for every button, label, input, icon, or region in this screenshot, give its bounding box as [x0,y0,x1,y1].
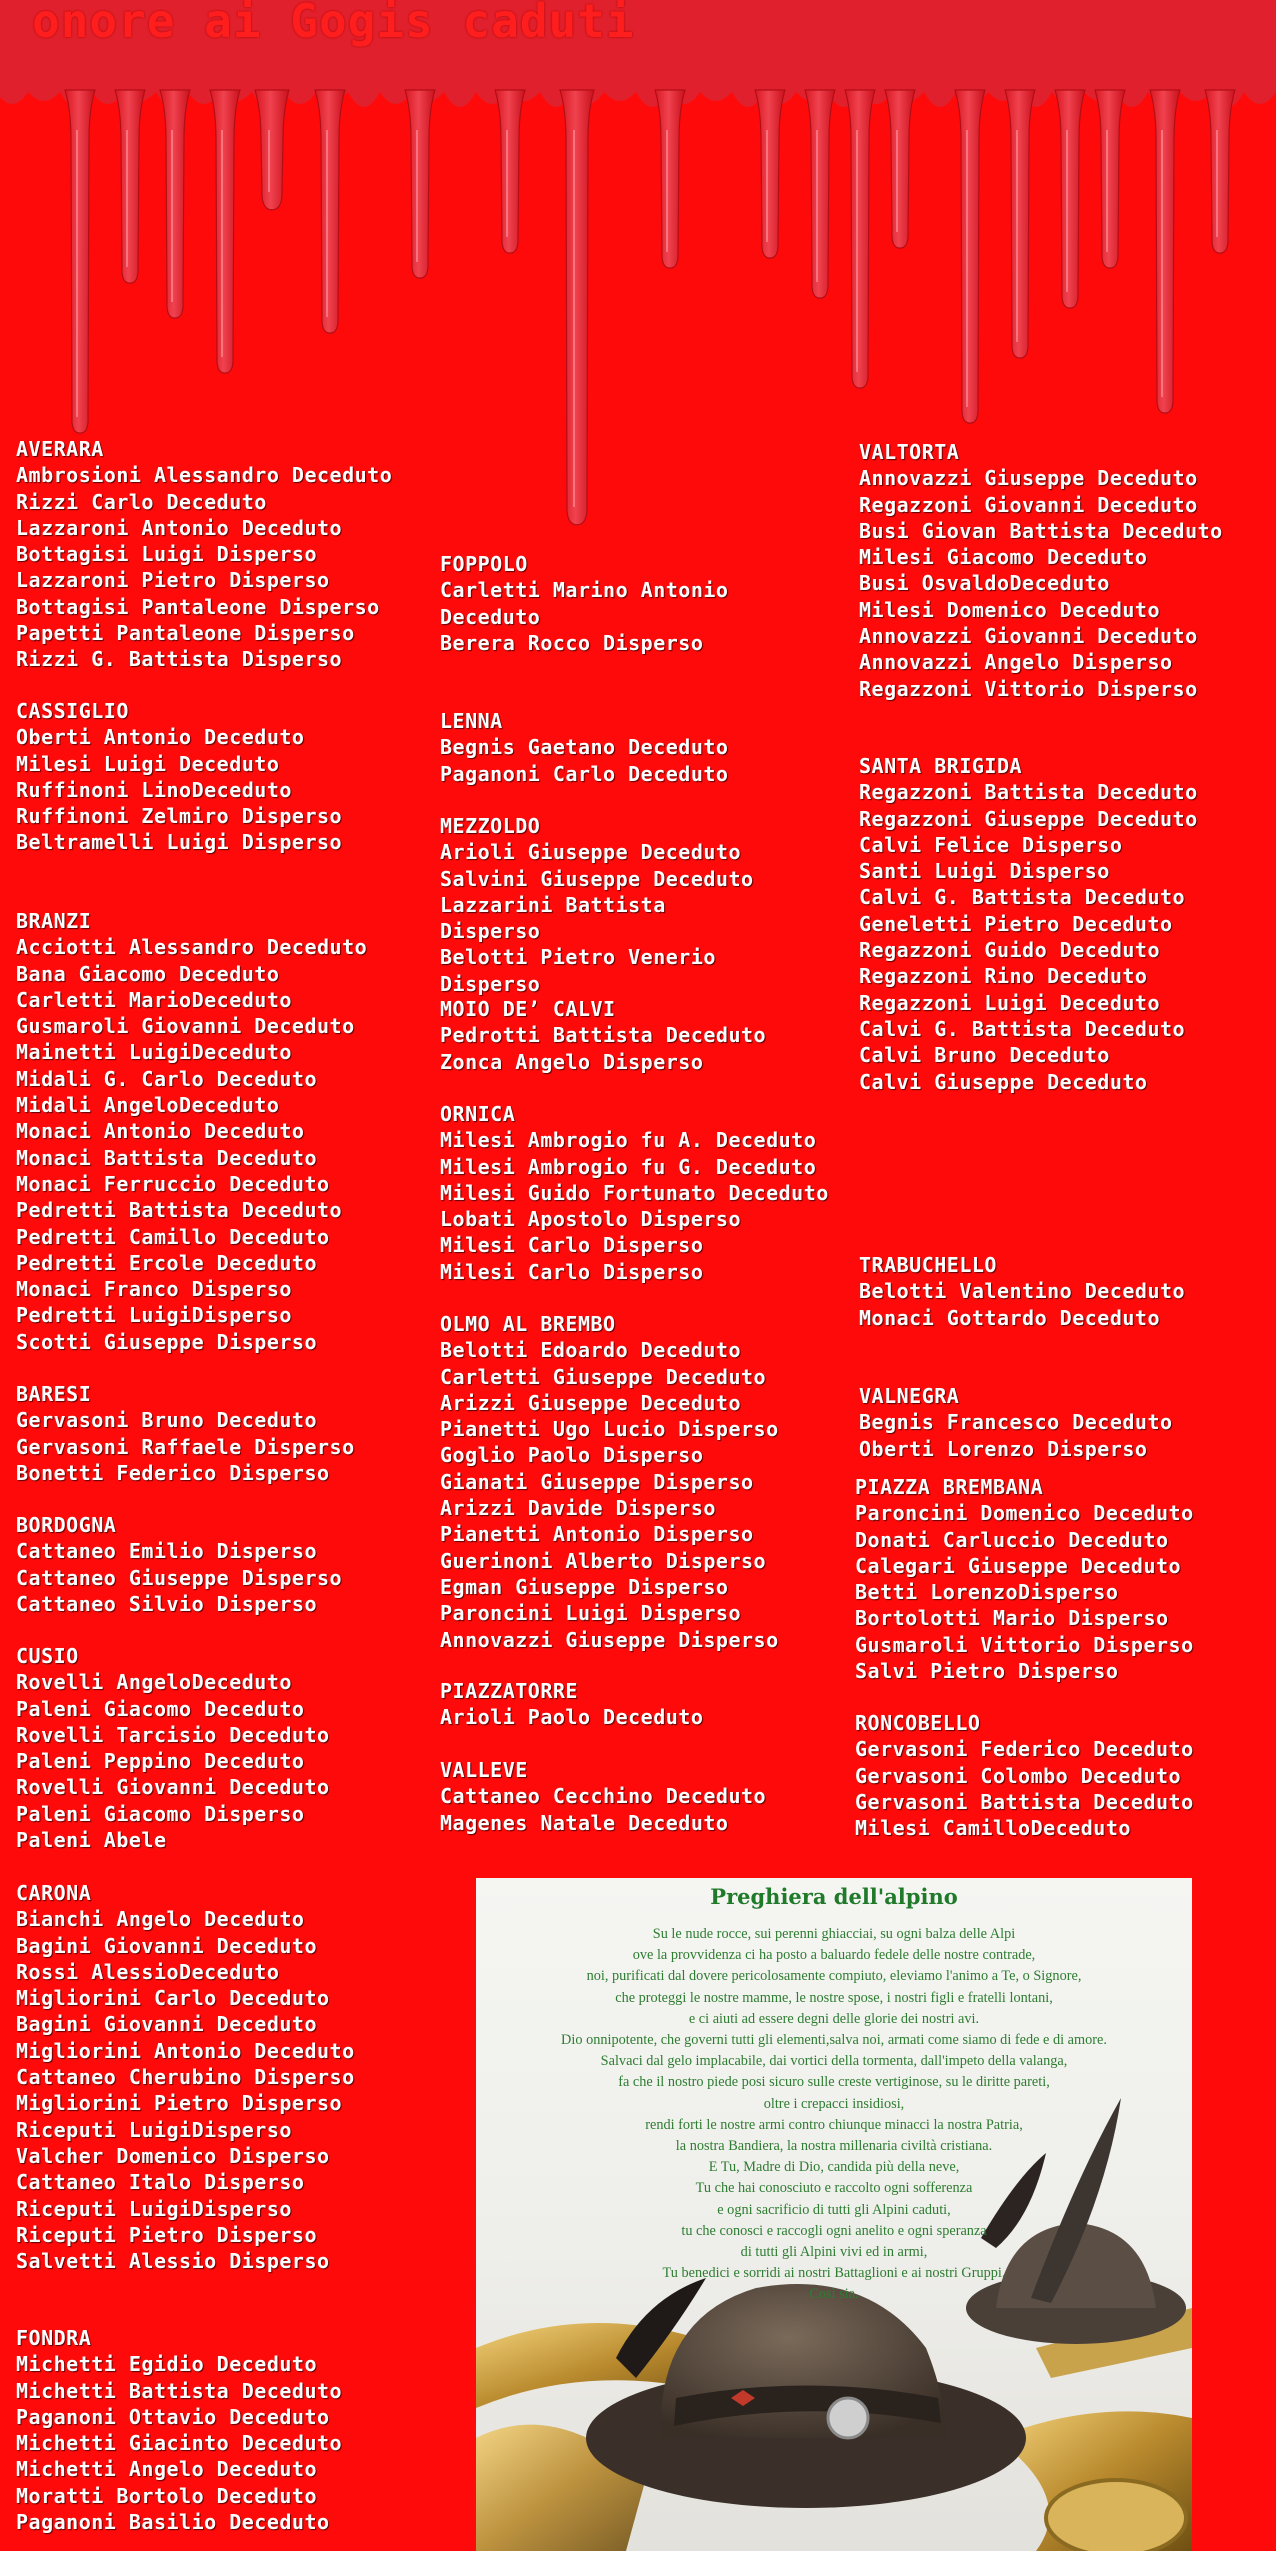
section-heading: BARESI [16,1382,92,1406]
list-item: Arizzi Davide Disperso [440,1496,716,1521]
prayer-line: Così sia. [809,2286,859,2303]
name-list [855,1500,1194,1684]
section-heading: BORDOGNA [16,1513,117,1537]
list-item: Monaci Antonio Deceduto [16,1119,305,1144]
list-item: Bottagisi Pantaleone Disperso [16,594,380,619]
list-item: Annovazzi Giuseppe Deceduto [859,466,1198,491]
name-list [16,2351,342,2535]
name-list [440,839,770,997]
list-item: Calvi Felice Disperso [859,832,1123,857]
section-heading: CUSIO [16,1644,79,1668]
list-item: Rovelli Tarcisio Deceduto [16,1722,330,1747]
list-item: Betti LorenzoDisperso [855,1580,1119,1605]
drip [1055,90,1085,308]
name-list [16,1906,355,2274]
section-heading: AVERARA [16,437,104,461]
name-list [16,462,392,672]
list-item: Cattaneo Cecchino Deceduto [440,1784,767,1809]
list-item: Carletti MarioDeceduto [16,987,292,1012]
drip [210,90,240,373]
list-item: Michetti Giacinto Deceduto [16,2431,343,2456]
list-item: Gervasoni Raffaele Disperso [16,1434,355,1459]
name-list [440,1704,703,1730]
drip [115,90,145,283]
list-item: Zonca Angelo Disperso [440,1049,704,1074]
section-valleve [440,1757,766,1836]
list-item: Migliorini Pietro Disperso [16,2091,343,2116]
list-item: Acciotti Alessandro Deceduto [16,935,368,960]
list-item: Bortolotti Mario Disperso [855,1606,1169,1631]
list-item: Gervasoni Battista Deceduto [855,1789,1194,1814]
list-item: Salvi Pietro Disperso [855,1659,1119,1684]
list-item: Ruffinoni Zelmiro Disperso [16,804,343,829]
prayer-text [476,1924,1192,2306]
list-item: Oberti Antonio Deceduto [16,725,305,750]
section-cassiglio [16,698,342,856]
list-item: Oberti Lorenzo Disperso [859,1436,1148,1461]
list-item: Bianchi Angelo Deceduto [16,1907,305,1932]
name-list [440,1127,829,1285]
name-list [440,577,785,656]
list-item: Bonetti Federico Disperso [16,1460,330,1485]
drip [160,90,190,318]
section-averara [16,436,392,673]
list-item: Rossi AlessioDeceduto [16,1959,280,1984]
name-list [440,1022,766,1075]
list-item: Scotti Giuseppe Disperso [16,1329,317,1354]
list-item: Belotti Edoardo Deceduto [440,1338,741,1363]
list-item: Lobati Apostolo Disperso [440,1207,741,1232]
list-item: Cattaneo Cherubino Disperso [16,2065,355,2090]
drip [845,90,875,388]
prayer-line: Tu che hai conosciuto e raccolto ogni sofferenza [695,2180,973,2197]
list-item: Rizzi G. Battista Disperso [16,647,343,672]
list-item: Gianati Giuseppe Disperso [440,1469,754,1494]
list-item: Michetti Battista Deceduto [16,2378,343,2403]
list-item: Bana Giacomo Deceduto [16,961,280,986]
list-item: Paganoni Carlo Deceduto [440,761,729,786]
drip [65,90,95,433]
list-item: Cattaneo Giuseppe Disperso [16,1565,343,1590]
list-item: Monaci Ferruccio Deceduto [16,1171,330,1196]
list-item: Annovazzi Giuseppe Disperso [440,1627,779,1652]
list-item: Salvini Giuseppe Deceduto [440,866,754,891]
list-item: Arioli Paolo Deceduto [440,1705,704,1730]
name-list [859,1409,1173,1462]
section-carona [16,1880,355,2274]
list-item: Calvi Bruno Deceduto [859,1043,1110,1068]
prayer-line: fa che il nostro piede posi sicuro sulle creste vertiginose, su le diritte pareti, [618,2074,1050,2091]
section-heading: BRANZI [16,909,92,933]
list-item: Ambrosioni Alessandro Deceduto [16,463,393,488]
list-item: Riceputi LuigiDisperso [16,2117,292,2142]
list-item: Goglio Paolo Disperso [440,1443,704,1468]
section-bordogna [16,1512,342,1617]
prayer-line: la nostra Bandiera, la nostra millenaria civiltà cristiana. [675,2138,993,2155]
drip [560,90,594,525]
drip [805,90,835,298]
list-item: Michetti Angelo Deceduto [16,2457,317,2482]
list-item: Moratti Bortolo Deceduto [16,2483,317,2508]
section-heading: RONCOBELLO [855,1711,981,1735]
list-item: Calvi Giuseppe Deceduto [859,1069,1148,1094]
list-item: Bagini Giovanni Deceduto [16,1933,317,1958]
list-item: Begnis Francesco Deceduto [859,1410,1173,1435]
list-item: Lazzaroni Antonio Deceduto [16,515,343,540]
list-item: Pianetti Ugo Lucio Disperso [440,1417,779,1442]
list-item: Belotti Valentino Deceduto [859,1279,1186,1304]
list-item: Lazzarini Battista Disperso [440,892,666,944]
list-item: Pianetti Antonio Disperso [440,1522,754,1547]
list-item: Paganoni Ottavio Deceduto [16,2404,330,2429]
list-item: Beltramelli Luigi Disperso [16,830,343,855]
list-item: Carletti Marino Antonio Deceduto [440,578,729,629]
list-item: Annovazzi Giovanni Deceduto [859,624,1198,649]
list-item: Ruffinoni LinoDeceduto [16,777,292,802]
section-santa-brigida [859,753,1198,1095]
section-fondra [16,2325,342,2535]
list-item: Cattaneo Italo Disperso [16,2170,305,2195]
prayer-line: Salvaci dal gelo implacabile, dai vortici della tormenta, dall'impeto della valanga, [600,2053,1068,2070]
list-item: Midali G. Carlo Deceduto [16,1066,317,1091]
list-item: Milesi Domenico Deceduto [859,597,1160,622]
section-heading: PIAZZATORRE [440,1679,578,1703]
list-item: Gusmaroli Giovanni Deceduto [16,1014,355,1039]
list-item: Paleni Peppino Deceduto [16,1749,305,1774]
section-heading: MOIO DE’ CALVI [440,997,616,1021]
list-item: Regazzoni Giuseppe Deceduto [859,806,1198,831]
list-item: Rovelli AngeloDeceduto [16,1670,292,1695]
list-item: Paleni Abele [16,1828,167,1853]
drip [315,90,345,333]
drip [755,90,785,258]
list-item: Valcher Domenico Disperso [16,2143,330,2168]
list-item: Milesi CamilloDeceduto [855,1816,1131,1841]
list-item: Bottagisi Luigi Disperso [16,542,317,567]
list-item: Berera Rocco Disperso [440,630,704,655]
drip [655,90,685,268]
section-heading: TRABUCHELLO [859,1253,997,1277]
list-item: Magenes Natale Deceduto [440,1810,729,1835]
list-item: Calegari Giuseppe Deceduto [855,1553,1182,1578]
list-item: Regazzoni Battista Deceduto [859,780,1198,805]
list-item: Pedretti Camillo Deceduto [16,1224,330,1249]
prayer-title: Preghiera dell'alpino [710,1884,958,1909]
list-item: Belotti Pietro Venerio Disperso [440,945,716,996]
list-item: Arioli Giuseppe Deceduto [440,840,741,865]
section-mezzoldo [440,813,770,997]
list-item: Riceputi LuigiDisperso [16,2196,292,2221]
list-item: Santi Luigi Disperso [859,859,1110,884]
list-item: Cattaneo Emilio Disperso [16,1539,317,1564]
name-list [440,734,728,787]
section-lenna [440,708,728,787]
list-item: Midali AngeloDeceduto [16,1093,280,1118]
list-item: Paganoni Basilio Deceduto [16,2510,330,2535]
list-item: Rovelli Giovanni Deceduto [16,1775,330,1800]
prayer-line: rendi forti le nostre armi contro chiunque minacci la nostra Patria, [645,2116,1023,2133]
list-item: Paleni Giacomo Disperso [16,1801,305,1826]
prayer-line: ove la provvidenza ci ha posto a baluardo fedele delle nostre contrade, [632,1947,1036,1964]
prayer-line: che proteggi le nostre mamme, le nostre spose, i nostri figli e fratelli lontani, [615,1989,1053,2006]
prayer-line: di tutti gli Alpini vivi ed in armi, [740,2244,928,2261]
section-heading: FONDRA [16,2326,92,2350]
section-heading: CASSIGLIO [16,699,129,723]
list-item: Milesi Carlo Disperso [440,1233,704,1258]
section-cusio [16,1643,330,1853]
name-list [16,1669,330,1853]
section-olmo-al-brembo [440,1311,779,1653]
list-item: Bagini Giovanni Deceduto [16,2012,317,2037]
name-list [16,1538,342,1617]
list-item: Mainetti LuigiDeceduto [16,1040,292,1065]
drip [1150,90,1180,413]
list-item: Milesi Ambrogio fu G. Deceduto [440,1154,817,1179]
drip [495,90,525,253]
section-heading: VALNEGRA [859,1384,960,1408]
section-heading: SANTA BRIGIDA [859,754,1023,778]
list-item: Paroncini Luigi Disperso [440,1601,741,1626]
section-valnegra [859,1383,1173,1462]
list-item: Begnis Gaetano Deceduto [440,735,729,760]
list-item: Calvi G. Battista Deceduto [859,1016,1186,1041]
section-branzi [16,908,367,1355]
section-valtorta [859,439,1223,702]
list-item: Monaci Battista Deceduto [16,1145,317,1170]
prayer-line: Dio onnipotente, che governi tutti gli elementi,salva noi, armati come siamo di fede e di amore. [561,2032,1107,2049]
section-moio-de-calvi [440,996,766,1075]
list-item: Salvetti Alessio Disperso [16,2249,330,2274]
section-foppolo [440,551,785,656]
prayer-line: oltre i crepacci insidiosi, [763,2095,905,2112]
list-item: Carletti Giuseppe Deceduto [440,1364,767,1389]
list-item: Milesi Ambrogio fu A. Deceduto [440,1128,817,1153]
list-item: Rizzi Carlo Deceduto [16,489,267,514]
section-piazza-brembana [855,1474,1194,1684]
list-item: Milesi Giacomo Deceduto [859,545,1148,570]
list-item: Pedretti LuigiDisperso [16,1303,292,1328]
drip [405,90,435,278]
prayer-line: tu che conosci e raccogli ogni anelito e ogni speranza [681,2222,987,2239]
list-item: Geneletti Pietro Deceduto [859,911,1173,936]
section-ornica [440,1101,829,1285]
section-heading: ORNICA [440,1102,516,1126]
list-item: Lazzaroni Pietro Disperso [16,568,330,593]
drip [1205,90,1235,253]
list-item: Gusmaroli Vittorio Disperso [855,1632,1194,1657]
drip [955,90,985,423]
list-item: Donati Carluccio Deceduto [855,1527,1169,1552]
list-item: Milesi Luigi Deceduto [16,751,280,776]
prayer-line: e ogni sacrificio di tutti gli Alpini caduti, [717,2201,951,2218]
prayer-line: E Tu, Madre di Dio, candida più della neve, [708,2159,960,2176]
section-heading: PIAZZA BREMBANA [855,1475,1044,1499]
list-item: Pedretti Battista Deceduto [16,1198,343,1223]
name-list [440,1783,766,1836]
list-item: Migliorini Antonio Deceduto [16,2038,355,2063]
section-heading: VALLEVE [440,1758,528,1782]
name-list [16,934,367,1355]
list-item: Annovazzi Angelo Disperso [859,650,1173,675]
list-item: Regazzoni Rino Deceduto [859,964,1148,989]
list-item: Guerinoni Alberto Disperso [440,1548,767,1573]
section-heading: VALTORTA [859,440,960,464]
list-item: Michetti Egidio Deceduto [16,2352,317,2377]
drip [1095,90,1125,268]
section-roncobello [855,1710,1194,1841]
list-item: Paleni Giacomo Deceduto [16,1696,305,1721]
prayer-line: Su le nude rocce, sui perenni ghiacciai, su ogni balza delle Alpi [652,1926,1016,1942]
list-item: Migliorini Carlo Deceduto [16,1986,330,2011]
list-item: Milesi Carlo Disperso [440,1259,704,1284]
list-item: Cattaneo Silvio Disperso [16,1591,317,1616]
name-list [855,1736,1194,1841]
drip [885,90,915,248]
section-heading: LENNA [440,709,503,733]
list-item: Riceputi Pietro Disperso [16,2222,317,2247]
section-heading: OLMO AL BREMBO [440,1312,616,1336]
name-list [440,1337,779,1653]
list-item: Milesi Guido Fortunato Deceduto [440,1180,829,1205]
list-item: Gervasoni Federico Deceduto [855,1737,1194,1762]
list-item: Regazzoni Vittorio Disperso [859,676,1198,701]
list-item: Monaci Franco Disperso [16,1277,292,1302]
drip [1005,90,1035,358]
list-item: Busi OsvaldoDeceduto [859,571,1110,596]
section-piazzatorre [440,1678,703,1731]
section-heading: CARONA [16,1881,92,1905]
list-item: Gervasoni Bruno Deceduto [16,1408,317,1433]
list-item: Gervasoni Colombo Deceduto [855,1763,1182,1788]
list-item: Regazzoni Guido Deceduto [859,938,1160,963]
list-item: Arizzi Giuseppe Deceduto [440,1390,741,1415]
section-heading: FOPPOLO [440,552,528,576]
site-title: onore ai Gogis caduti [32,0,635,48]
list-item: Pedrotti Battista Deceduto [440,1023,767,1048]
prayer-line: e ci aiuti ad essere degni delle glorie dei nostri avi. [688,2010,980,2027]
prayer-line: Tu benedici e sorridi ai nostri Battaglioni e ai nostri Gruppi. [662,2265,1006,2282]
list-item: Regazzoni Luigi Deceduto [859,990,1160,1015]
prayer-panel [476,1878,1192,2551]
section-baresi [16,1381,355,1486]
list-item: Regazzoni Giovanni Deceduto [859,492,1198,517]
section-trabuchello [859,1252,1185,1331]
name-list [16,1407,355,1486]
drip [255,90,289,210]
list-item: Paroncini Domenico Deceduto [855,1501,1194,1526]
list-item: Pedretti Ercole Deceduto [16,1250,317,1275]
name-list [859,1278,1185,1331]
list-item: Papetti Pantaleone Disperso [16,621,355,646]
name-list [16,724,342,855]
list-item: Calvi G. Battista Deceduto [859,885,1186,910]
name-list [859,465,1223,702]
list-item: Busi Giovan Battista Deceduto [859,518,1223,543]
list-item: Monaci Gottardo Deceduto [859,1305,1160,1330]
section-heading: MEZZOLDO [440,814,541,838]
prayer-line: noi, purificati dal dovere pericolosamente compiuto, eleviamo l'animo a Te, o Signore, [586,1968,1082,1985]
name-list [859,779,1198,1095]
list-item: Egman Giuseppe Disperso [440,1574,729,1599]
